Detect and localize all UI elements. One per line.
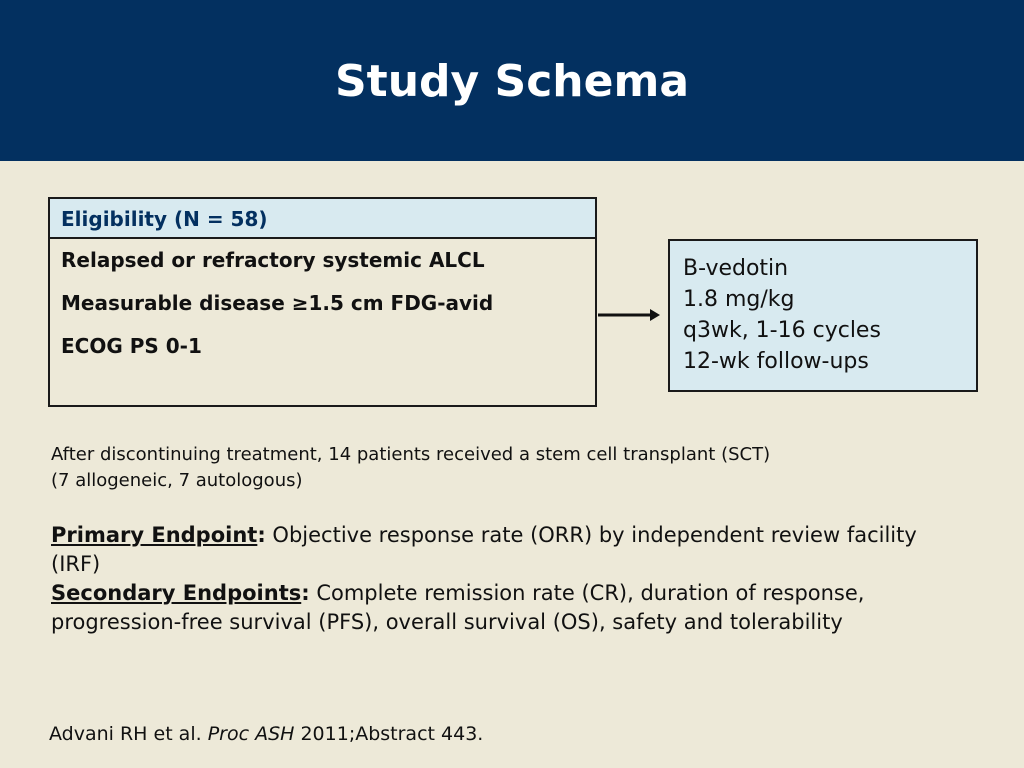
citation [49, 723, 483, 745]
primary-endpoint-label: Primary Endpoint [51, 523, 258, 547]
secondary-endpoints-colon: : [301, 581, 310, 605]
transplant-note [51, 442, 951, 494]
citation-journal: Proc ASH [207, 723, 295, 745]
secondary-endpoints [51, 579, 951, 637]
eligibility-item: ECOG PS 0-1 [61, 334, 202, 358]
treatment-box [668, 239, 978, 392]
citation-details: 2011;Abstract 443. [294, 723, 484, 745]
treatment-line: 1.8 mg/kg [683, 287, 795, 312]
eligibility-item: Relapsed or refractory systemic ALCL [61, 248, 485, 272]
transplant-note-line: (7 allogeneic, 7 autologous) [51, 470, 303, 491]
eligibility-box [48, 197, 597, 407]
primary-endpoint [51, 521, 951, 579]
treatment-line: B-vedotin [683, 256, 789, 281]
treatment-line: q3wk, 1-16 cycles [683, 318, 881, 343]
eligibility-header: Eligibility (N = 58) [50, 199, 595, 239]
citation-authors: Advani RH et al. [49, 723, 208, 745]
endpoints-section [51, 521, 951, 637]
arrow-right-icon [598, 306, 662, 324]
primary-endpoint-text: Objective response rate (ORR) by independent review facility (IRF) [51, 523, 917, 576]
treatment-line: 12-wk follow-ups [683, 349, 869, 374]
eligibility-list [50, 239, 595, 368]
transplant-note-line: After discontinuing treatment, 14 patients received a stem cell transplant (SCT) [51, 444, 771, 465]
eligibility-item: Measurable disease ≥1.5 cm FDG-avid [61, 291, 494, 315]
title-bar [0, 0, 1024, 161]
primary-endpoint-colon: : [257, 523, 266, 547]
secondary-endpoints-label: Secondary Endpoints [51, 581, 302, 605]
secondary-endpoints-text: Complete remission rate (CR), duration of response, progression-free survival (PFS), overall survival (OS), safety and tolerability [51, 581, 865, 634]
slide-title: Study Schema [334, 56, 690, 107]
